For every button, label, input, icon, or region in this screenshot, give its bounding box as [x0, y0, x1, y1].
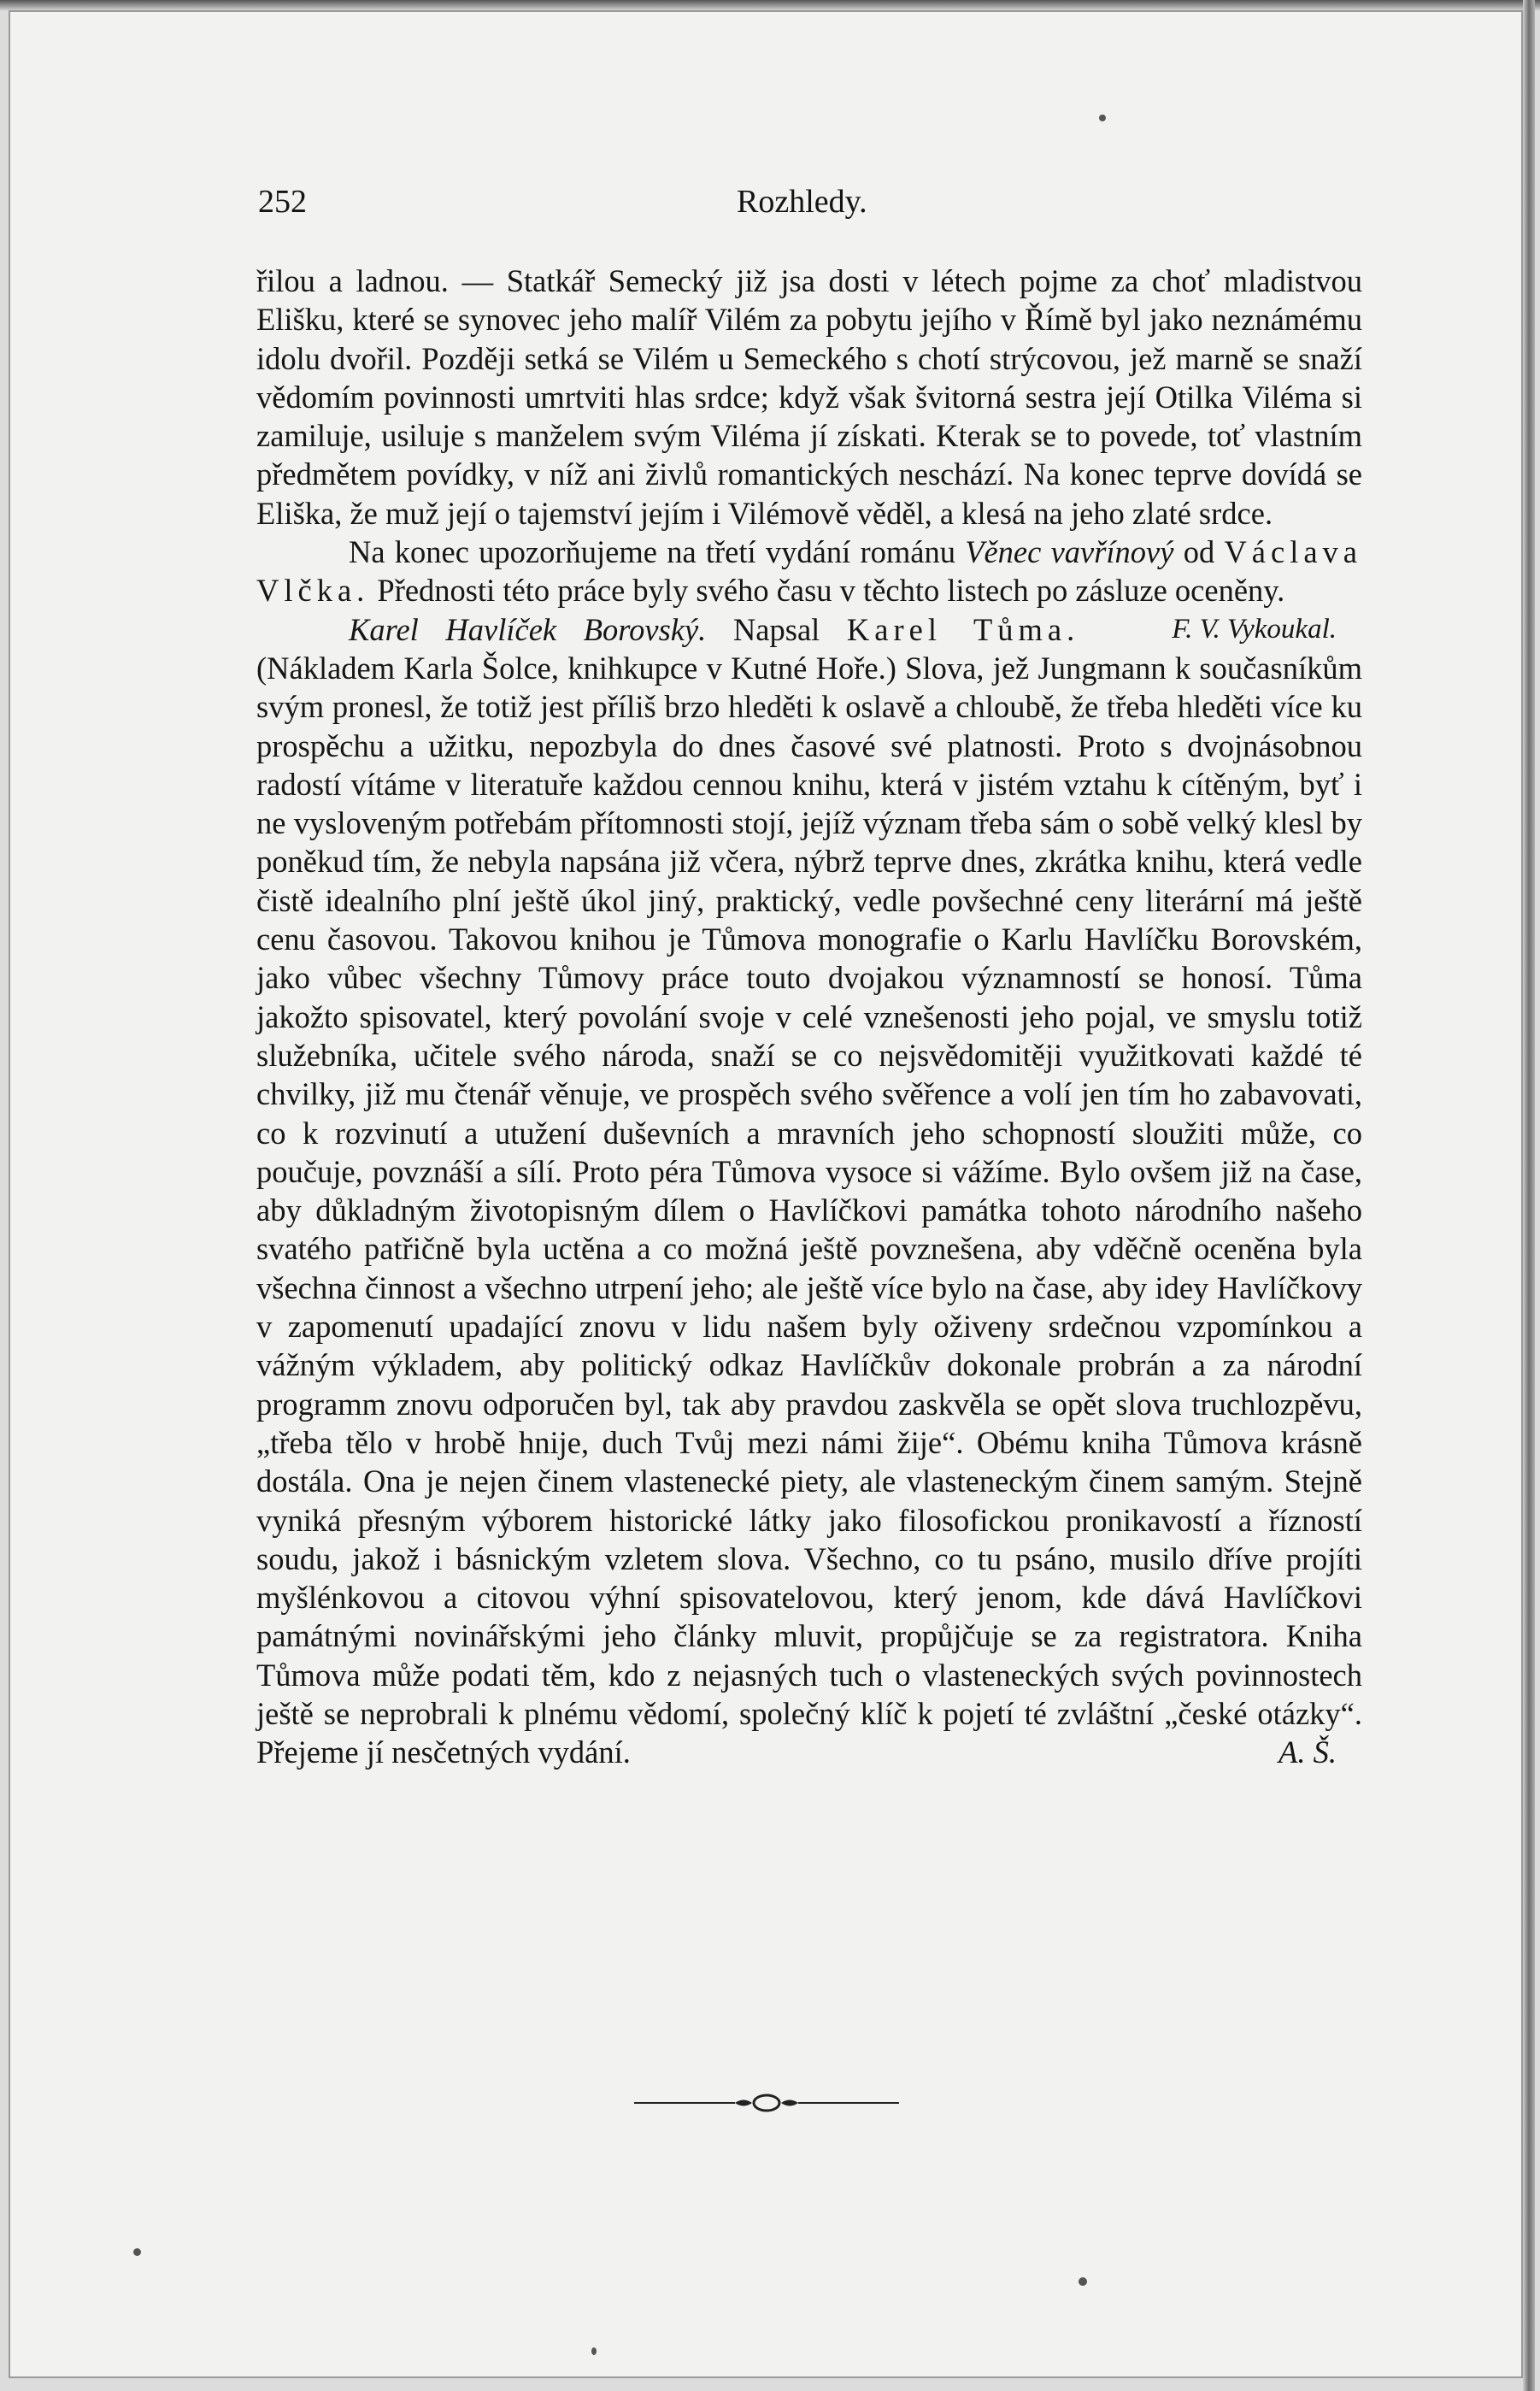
paragraph-3	[256, 610, 1362, 1772]
paragraph-3-text-a: Napsal	[732, 611, 820, 647]
page-number: 252	[258, 184, 307, 220]
author-vlcek: Václava Vlčka.	[256, 534, 1362, 609]
paragraph-2-text-b: od	[1183, 534, 1215, 570]
book-title-venec: Věnec vavřínový	[965, 534, 1174, 570]
signature-vykoukal: F. V. Vykoukal.	[1172, 613, 1337, 645]
running-head	[258, 183, 1369, 227]
section-end-ornament-icon	[634, 2086, 899, 2120]
paragraph-2-text-c: Přednosti této práce byly svého času v těchto listech po zásluze oceněny.	[377, 573, 1285, 609]
signature-as: A. Š.	[1278, 1734, 1337, 1770]
paper-speck	[591, 2347, 597, 2355]
page-right-edge	[1523, 0, 1535, 2391]
article-body	[256, 262, 1362, 1772]
paper-speck	[133, 2248, 141, 2256]
book-title-havlicek: Karel Havlíček Borovský.	[349, 611, 707, 647]
paragraph-1: řilou a ladnou. — Statkář Semecký již jsa dosti v létech pojme za choť mladistvou Elišku, které se synovec jeho malíř Vilém za pobytu jejího v Římě byl jako neznámému idolu dvořil. Později setká se Vilém u Semeckého s chotí strýcovou, jež marně se snaží vědomím povinnosti umrtviti hlas srdce; když však švitorná sestra její Otilka Viléma si zamiluje, usiluje s manželem svým Viléma jí získati. Kterak se to povede, toť vlastním předmětem povídky, v níž ani živlů romantických neschází. Na konec teprve dovídá se Eliška, že muž její o tajemství jejím i Vilémově věděl, a klesá na jeho zlaté srdce.	[256, 263, 1362, 531]
running-title: Rozhledy.	[737, 184, 867, 220]
paper-speck	[1079, 2277, 1087, 2286]
paper-speck	[1099, 115, 1106, 121]
paragraph-2-text-a: Na konec upozorňujeme na třetí vydání románu	[349, 534, 955, 570]
page-top-edge	[0, 0, 1540, 10]
paragraph-3-text-b: (Nákladem Karla Šolce, knihkupce v Kutné Hoře.) Slova, jež Jungmann k současníkům svým pronesl, že totiž jest příliš brzo hleděti k oslavě a chloubě, že třeba hleděti více ku prospěchu a užitku, nepozbyla do dnes časové své platnosti. Proto s dvojnásobnou radostí vítáme v literatuře každou cennou knihu, která v jistém vztahu k cítěným, byť i ne vysloveným potřebám přítomnosti stojí, jejíž význam třeba sám o sobě velký klesl by poněkud tím, že nebyla napsána již včera, nýbrž teprve dnes, zkrátka knihu, která vedle čistě idealního plní ještě úkol jiný, praktický, vedle povšechné ceny literární má ještě cenu časovou. Takovou knihou je Tůmova monografie o Karlu Havlíčku Borovském, jako vůbec všechny Tůmovy práce touto dvojakou významností se honosí. Tůma jakožto spisovatel, který povolání svoje v celé vznešenosti jeho pojal, ve smyslu totiž služebníka, učitele svého národa, snaží se co nejsvědomitěji využitkovati každé té chvilky, již mu čtenář věnuje, ve prospěch svého svěřence a volí jen tím ho zabavovati, co k rozvinutí a utužení duševních a mravních jeho schopností sloužiti může, co poučuje, povznáší a sílí. Proto péra Tůmova vysoce si vážíme. Bylo ovšem již na čase, aby důkladným životopisným dílem o Havlíčkovi památka tohoto národního našeho svatého patřičně byla uctěna a co možná ještě povznešena, aby vděčně oceněna byla všechna činnost a všechno utrpení jeho; ale ještě více bylo na čase, aby idey Havlíčkovy v zapomenutí upadající znovu v lidu našem byly oživeny srdečnou vzpomínkou a vážným výkladem, aby politický odkaz Havlíčkův dokonale probrán a za národní programm znovu odporučen byl, tak aby pravdou zaskvěla se opět slova truchlozpěvu, „třeba tělo v hrobě hnije, duch Tvůj mezi námi žije“. Obému kniha Tůmova krásně dostála. Ona je nejen činem vlastenecké piety, ale vlasteneckým činem samým. Stejně vyniká přesným výborem historické látky jako filosofickou pronikavostí a řízností soudu, jakož i básnickým vzletem slova. Všechno, co tu psáno, musilo dříve projíti myšlénkovou a citovou výhní spisovatelovou, který jenom, kde dává Havlíčkovi památnými novinářskými jeho články mluvit, propůjčuje se za registratora. Kniha Tůmova může podati těm, kdo z nejasných tuch o vlasteneckých svých povinnostech ještě se neprobrali k plnému vědomí, společný klíč k pojetí té zvláštní „české otázky“. Přejeme jí nesčetných vydání.	[256, 650, 1362, 1770]
author-tuma: Karel Tůma.	[846, 611, 1080, 647]
